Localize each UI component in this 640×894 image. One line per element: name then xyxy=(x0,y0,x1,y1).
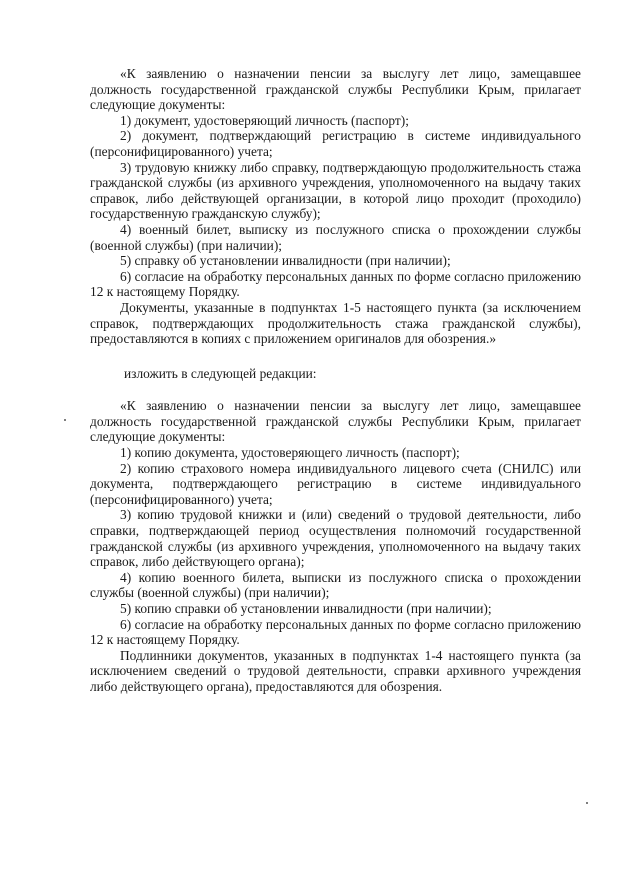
list-item: 4) копию военного билета, выписки из послужного списка о прохождении службы (военной службы) (при наличии); xyxy=(90,569,581,601)
list-item: 4) военный билет, выписку из послужного списка о прохождении службы (военной службы) (при наличии); xyxy=(90,221,581,253)
list-item: 1) документ, удостоверяющий личность (паспорт); xyxy=(120,112,409,128)
closing-paragraph: Подлинники документов, указанных в подпунктах 1-4 настоящего пункта (за исключением сведений о трудовой деятельности, справки архивного учреждения либо действующего органа), предоставляются для обозрения. xyxy=(90,647,581,694)
document-body xyxy=(90,66,581,695)
list-item: 5) копию справки об установлении инвалидности (при наличии); xyxy=(120,601,492,616)
list-item: 5) справку об установлении инвалидности (при наличии); xyxy=(120,253,451,269)
amendment-instruction: изложить в следующей редакции: xyxy=(124,365,317,381)
list-item: 3) трудовую книжку либо справку, подтверждающую продолжительность стажа гражданской службы (из архивного учреждения, уполномоченного на выдачу таких справок, либо действующей организации, в которой лицо проходит (проходило) государственную гражданскую службу); xyxy=(90,159,581,222)
intro-paragraph: «К заявлению о назначении пенсии за выслугу лет лицо, замещавшее должность государственной гражданской службы Республики Крым, прилагает следующие документы: xyxy=(90,398,581,445)
list-item: 6) согласие на обработку персональных данных по форме согласно приложению 12 к настоящему Порядку. xyxy=(90,616,581,648)
scan-speck xyxy=(586,802,588,804)
list-item: 3) копию трудовой книжки и (или) сведений о трудовой деятельности, либо справки, подтверждающей период осуществления полномочий государственной гражданской службы (из архивного учреждения, уполномоченного на выдачу таких справок, либо действующего органа); xyxy=(90,507,581,570)
scan-speck xyxy=(64,419,66,421)
new-text-block xyxy=(90,398,581,694)
list-item: 2) копию страхового номера индивидуального лицевого счета (СНИЛС) или документа, подтверждающего регистрацию в системе индивидуального (персонифицированного) учета; xyxy=(90,460,581,507)
original-text-block xyxy=(90,66,581,347)
closing-paragraph: Документы, указанные в подпунктах 1-5 настоящего пункта (за исключением справок, подтверждающих продолжительность стажа гражданской службы), предоставляются в копиях с приложением оригиналов для обозрения.» xyxy=(90,299,581,347)
list-item: 1) копию документа, удостоверяющего личность (паспорт); xyxy=(120,445,460,461)
intro-paragraph: «К заявлению о назначении пенсии за выслугу лет лицо, замещавшее должность государственной гражданской службы Республики Крым, прилагает следующие документы: xyxy=(90,66,581,113)
list-item: 6) согласие на обработку персональных данных по форме согласно приложению 12 к настоящему Порядку. xyxy=(90,268,581,300)
list-item: 2) документ, подтверждающий регистрацию в системе индивидуального (персонифицированного) учета; xyxy=(90,128,581,159)
